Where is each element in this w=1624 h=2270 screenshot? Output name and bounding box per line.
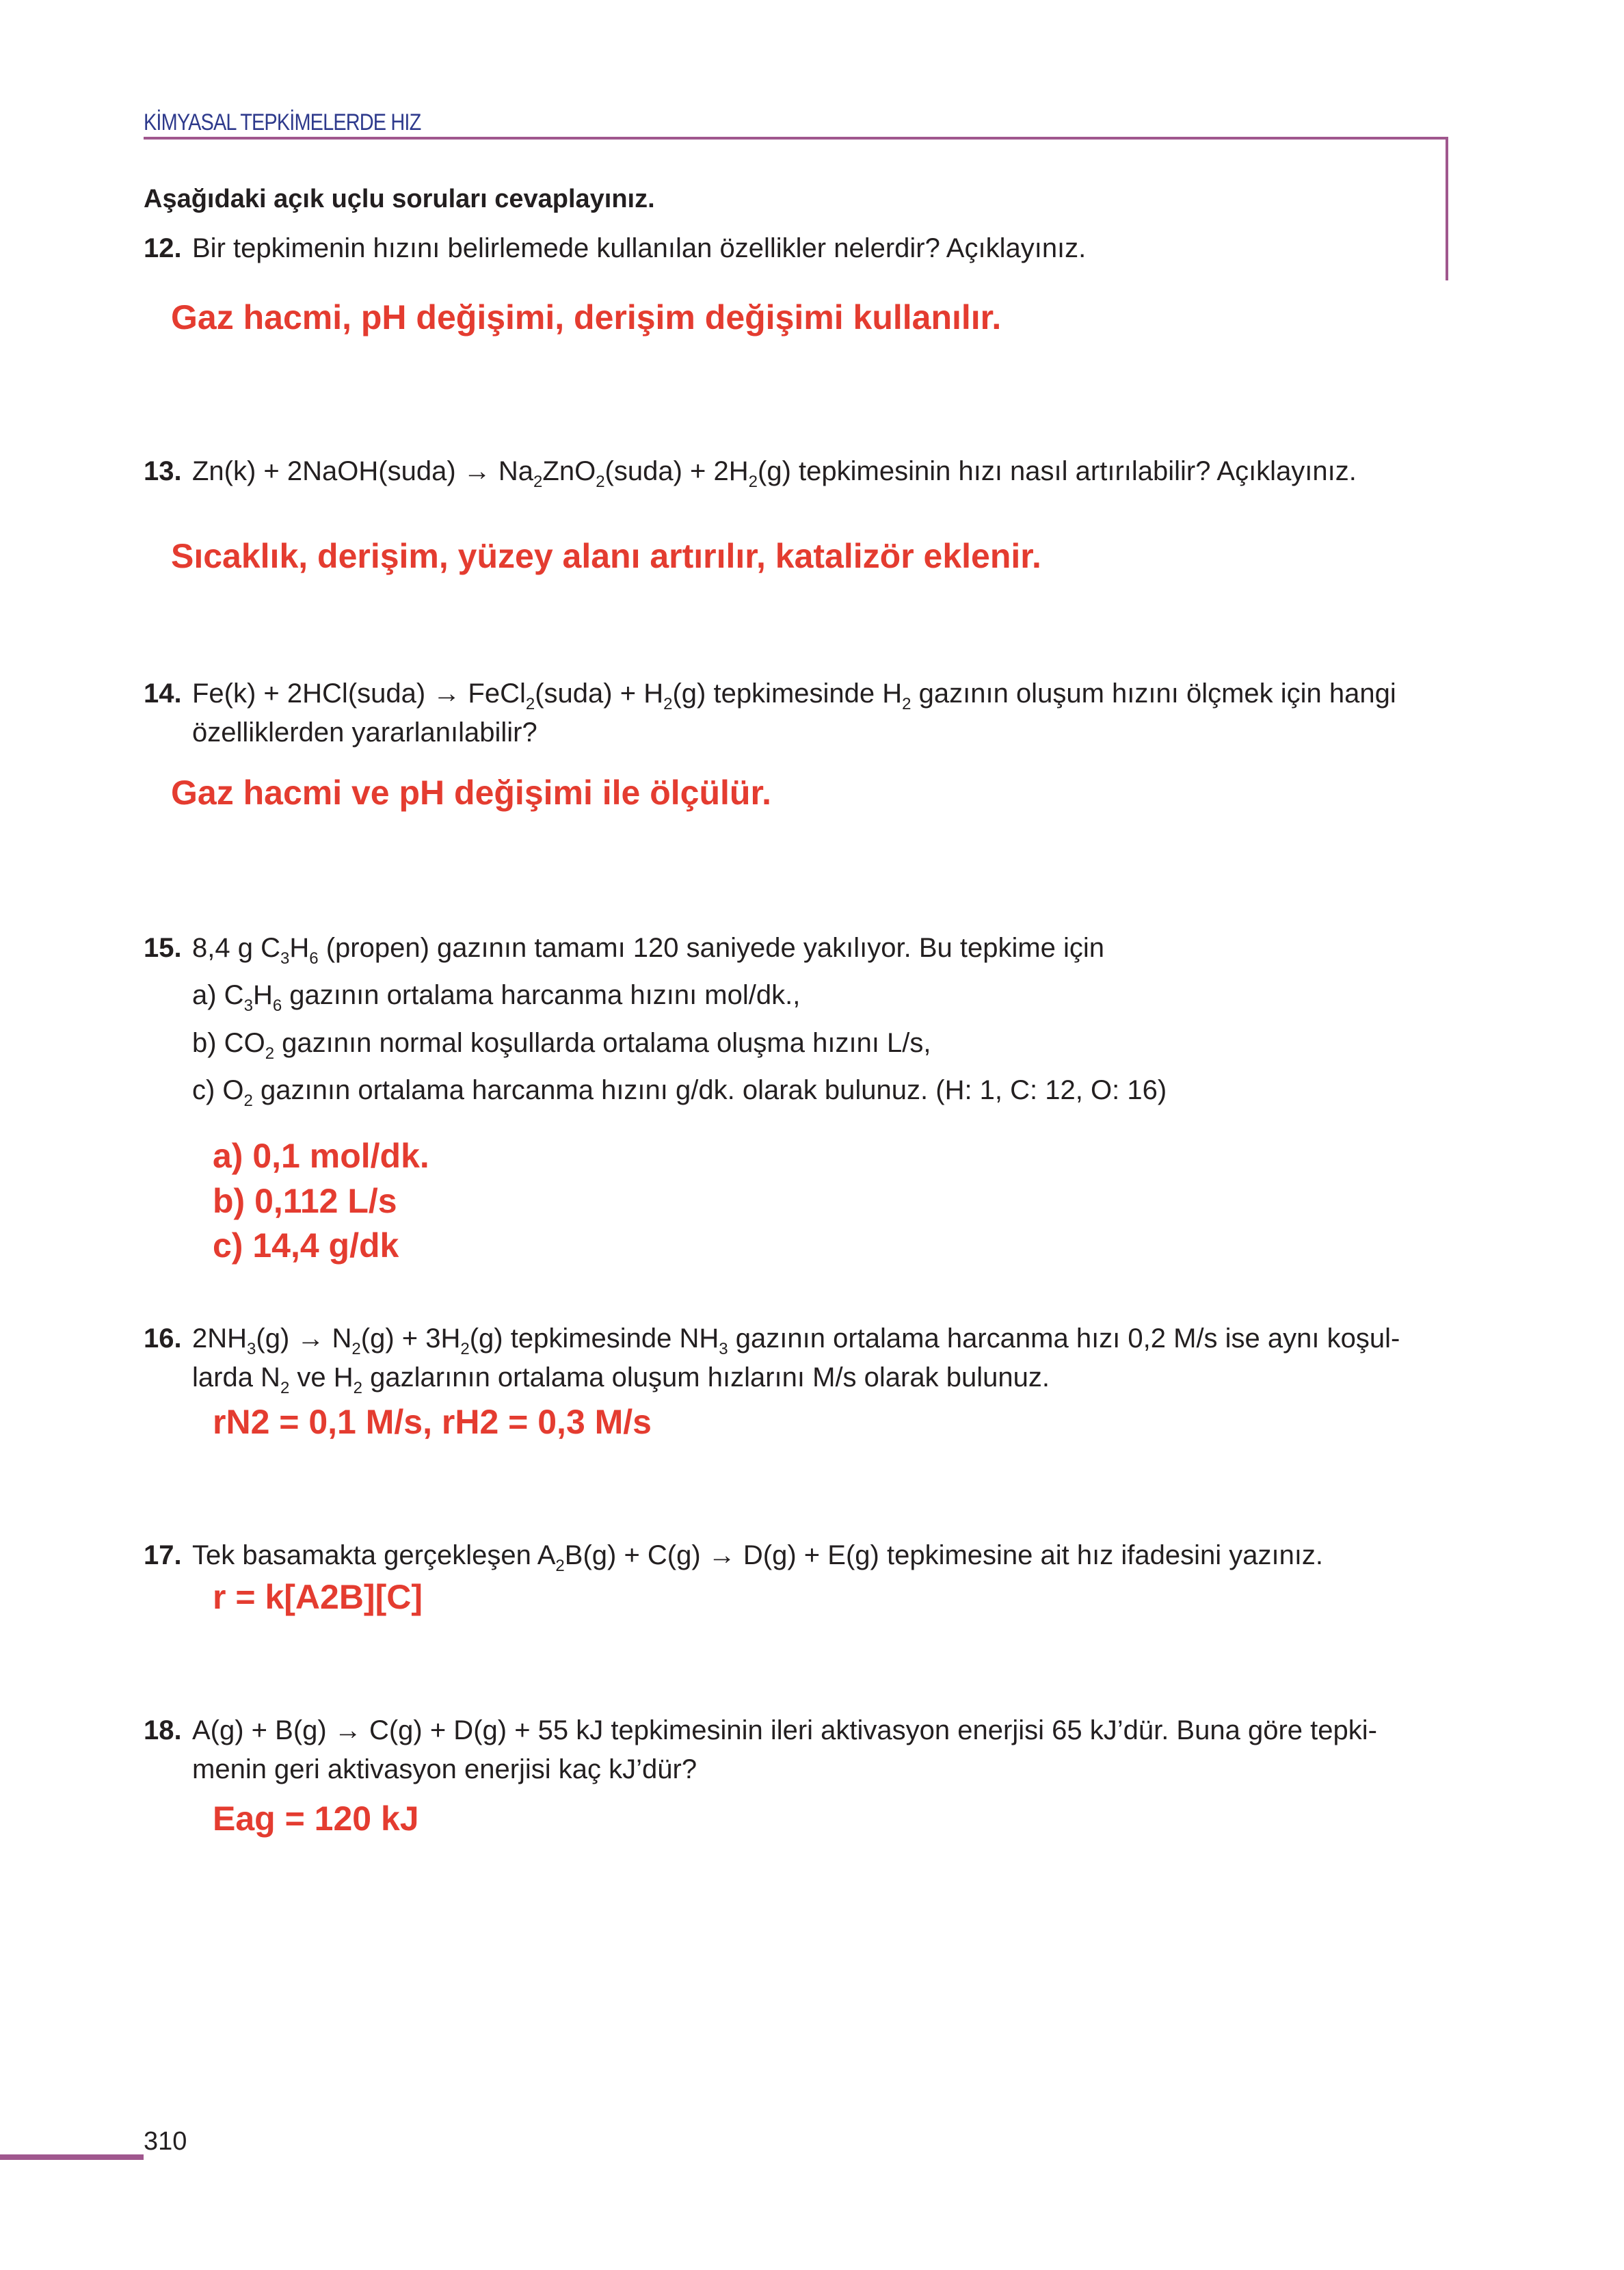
header-rule xyxy=(144,137,1448,140)
page-accent-bar xyxy=(0,2154,144,2160)
subscript: 2 xyxy=(243,1092,253,1110)
subscript: 2 xyxy=(353,1379,363,1397)
subscript: 2 xyxy=(265,1044,275,1063)
subscript: 2 xyxy=(663,695,673,713)
subscript: 2 xyxy=(525,695,535,713)
subscript: 2 xyxy=(280,1379,290,1397)
subscript: 2 xyxy=(748,473,758,491)
question-text: Zn(k) + 2NaOH(suda) → $Na_2ZnO_2(suda) + 2H_2(g)$ tepkimesinin hızı nasıl artırılabilir? Açıklayınız. xyxy=(192,456,1357,491)
header-vertical-rule xyxy=(1446,137,1448,280)
subscript: 3 xyxy=(247,1340,256,1358)
subscript: 2 xyxy=(533,473,543,491)
question-number: 14. xyxy=(144,678,182,709)
question-number: 12. xyxy=(144,233,182,263)
question-text: Tek basamakta gerçekleşen $A_2B(g) + C(g) \to D(g) + E(g)$ tepkimesine ait hız ifadesini yazınız. xyxy=(192,1540,1324,1575)
answer-15c: c) 14,4 g/dk xyxy=(213,1226,399,1265)
question-number: 13. xyxy=(144,456,182,486)
answer-15a: a) 0,1 mol/dk. xyxy=(213,1137,429,1175)
question-text: $2NH_3(g) \to N_2(g) + 3H_2(g)$ tepkimesinde $NH_3$ gazının ortalama harcanma hızı 0,2 M/s ise aynı koşul- xyxy=(192,1323,1400,1358)
subscript: 2 xyxy=(555,1557,565,1575)
answer-12: Gaz hacmi, pH değişimi, derişim değişimi kullanılır. xyxy=(171,298,1002,336)
question-text: A(g) + B(g) → C(g) + D(g) + 55 kJ tepkimesinin ileri aktivasyon enerjisi 65 kJ’dür. Buna göre tepki- xyxy=(192,1715,1377,1745)
subscript: 3 xyxy=(719,1340,728,1358)
answer-18: Eag = 120 kJ xyxy=(213,1799,419,1838)
question-text: larda $N_2$ ve $H_2$ gazlarının ortalama oluşum hızlarını M/s olarak bulunuz. xyxy=(192,1362,1050,1397)
question-text: menin geri aktivasyon enerjisi kaç kJ’dür? xyxy=(192,1754,697,1784)
subscript: 6 xyxy=(309,949,319,968)
answer-14: Gaz hacmi ve pH değişimi ile ölçülür. xyxy=(171,774,772,812)
question-number: 16. xyxy=(144,1323,182,1354)
answer-16: rN2 = 0,1 M/s, rH2 = 0,3 M/s xyxy=(213,1403,652,1441)
question-number: 15. xyxy=(144,933,182,963)
instruction: Aşağıdaki açık uçlu soruları cevaplayınız. xyxy=(144,185,655,213)
question-text: Fe(k) + 2HCl(suda) → FeCl$_2$(suda) + $H_2(g)$ tepkimesinde $H_2$ gazının oluşum hızını ölçmek için hangi xyxy=(192,678,1396,713)
chapter-header: KİMYASAL TEPKİMELERDE HIZ xyxy=(144,109,421,135)
answer-17: r = k[A2B][C] xyxy=(213,1578,423,1616)
question-text: özelliklerden yararlanılabilir? xyxy=(192,717,537,748)
subscript: 2 xyxy=(902,695,911,713)
question-number: 18. xyxy=(144,1715,182,1745)
question-number: 17. xyxy=(144,1540,182,1570)
question-text: 8,4 g $C_3H_6$ (propen) gazının tamamı 120 saniyede yakılıyor. Bu tepkime için xyxy=(192,933,1105,968)
subscript: 2 xyxy=(596,473,605,491)
subscript: 6 xyxy=(272,997,282,1015)
answer-15b: b) 0,112 L/s xyxy=(213,1182,397,1220)
question-text: Bir tepkimenin hızını belirlemede kullanılan özellikler nelerdir? Açıklayınız. xyxy=(192,233,1087,263)
question-text: a) $C_3H_6$ gazının ortalama harcanma hızını mol/dk., xyxy=(192,980,801,1015)
subscript: 2 xyxy=(351,1340,361,1358)
page-number: 310 xyxy=(144,2127,187,2156)
subscript: 3 xyxy=(280,949,290,968)
subscript: 2 xyxy=(460,1340,470,1358)
question-text: b) $CO_2$ gazının normal koşullarda ortalama oluşma hızını L/s, xyxy=(192,1028,931,1063)
question-text: c) $O_2$ gazının ortalama harcanma hızını g/dk. olarak bulunuz. (H: 1, C: 12, O: 16) xyxy=(192,1075,1167,1110)
subscript: 3 xyxy=(243,997,253,1015)
answer-13: Sıcaklık, derişim, yüzey alanı artırılır, katalizör eklenir. xyxy=(171,537,1041,575)
